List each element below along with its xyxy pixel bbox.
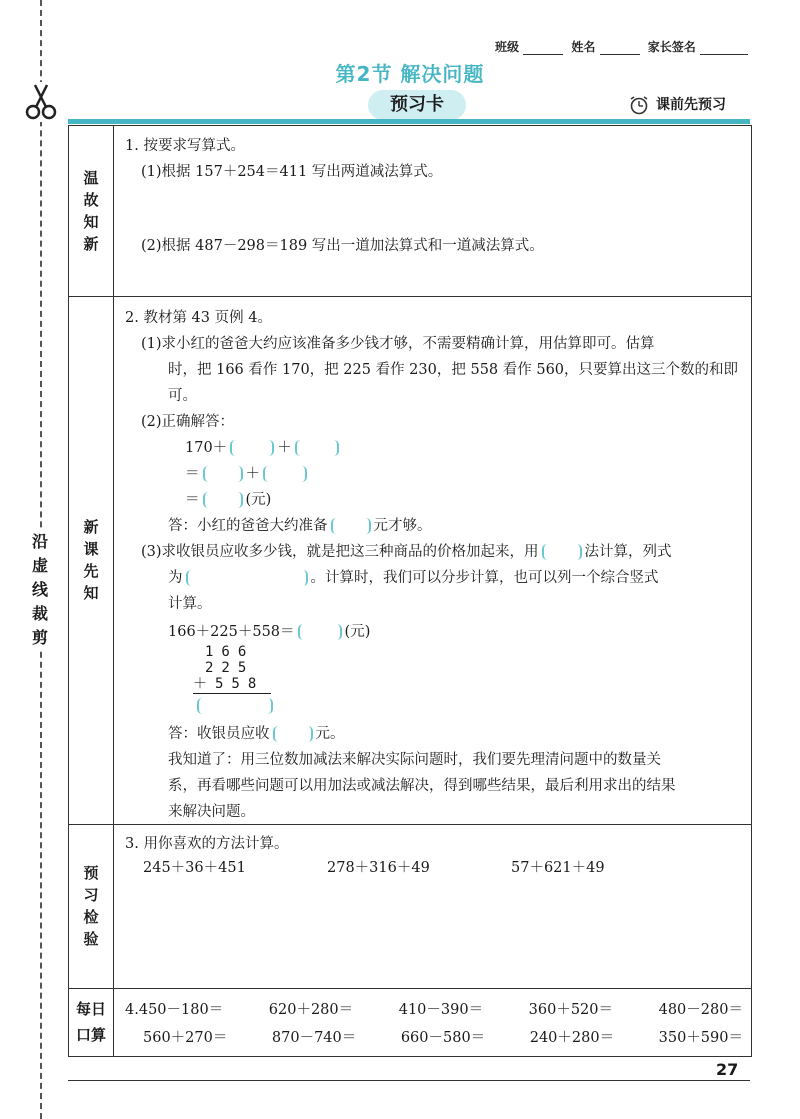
- oral-line-1: [125, 998, 743, 1019]
- summary-line-1: 我知道了：用三位数加减法来解决实际问题时，我们要先理清问题中的数量关: [168, 752, 661, 768]
- vertical-row-2: 225: [205, 660, 255, 676]
- review-label: 温故知新: [83, 169, 99, 253]
- page-number: 27: [716, 1060, 739, 1079]
- review-label-cell: [69, 126, 114, 296]
- scissors-icon: [22, 82, 60, 122]
- question-1-part-2: (2)根据 487－298＝189 写出一道加法算式和一道减法算式。: [141, 238, 544, 254]
- section-title: 第2节 解决问题: [335, 62, 485, 86]
- oral-item: 870－740＝: [271, 1030, 357, 1046]
- oral-item: 350＋590＝: [658, 1030, 743, 1046]
- equals-sign: ＝: [185, 492, 200, 508]
- oral-label: 口算: [75, 1026, 106, 1044]
- parent-signature-blank[interactable]: [700, 42, 748, 55]
- preview-tag-text: 课前先预习: [656, 97, 726, 113]
- new-lesson-label-cell: [69, 296, 114, 824]
- question-1-part-1: (1)根据 157＋254＝411 写出两道减法算式。: [141, 164, 443, 180]
- unit-yuan: (元): [245, 492, 272, 508]
- name-label: 姓名: [571, 40, 596, 54]
- preview-check-section: [69, 824, 751, 989]
- oral-item: 660－580＝: [400, 1030, 486, 1046]
- question-1: 1. 按要求写算式。: [125, 138, 245, 154]
- answer-blank[interactable]: [298, 624, 342, 640]
- question-4-number: 4.: [125, 1002, 139, 1018]
- daily-label: 每日: [75, 1000, 106, 1018]
- oral-item: 240＋280＝: [529, 1030, 615, 1046]
- eq4-start: 166＋225＋558＝: [168, 624, 295, 640]
- review-content: [113, 126, 751, 296]
- question-2: 2. 教材第 43 页例 4。: [125, 310, 272, 326]
- oral-item: 480－280＝: [658, 1002, 743, 1018]
- frame-accent-bar: [68, 119, 750, 124]
- new-lesson-label: 新课先知: [83, 518, 99, 602]
- answer-blank[interactable]: [203, 492, 243, 508]
- answer-blank[interactable]: [263, 466, 307, 482]
- student-info-header: [495, 38, 752, 55]
- problem-2: 278＋316＋49: [327, 860, 430, 876]
- vertical-row-1: 166: [205, 644, 255, 660]
- daily-oral-content: [113, 988, 751, 1056]
- daily-oral-label: [71, 996, 111, 1048]
- equals-sign: ＝: [185, 466, 200, 482]
- review-section: [69, 126, 751, 297]
- summary-line-2: 系，再看哪些问题可以用加法或减法解决，得到哪些结果，最后利用求出的结果: [168, 778, 676, 794]
- preview-tag: [626, 94, 726, 115]
- daily-oral-section: [69, 988, 751, 1056]
- question-3: 3. 用你喜欢的方法计算。: [125, 836, 289, 852]
- preview-check-label-cell: [69, 824, 114, 988]
- class-label: 班级: [495, 40, 520, 54]
- equation-line-2: [185, 462, 310, 483]
- page-footer-rule: [68, 1080, 750, 1081]
- preview-check-label: 预习检验: [83, 864, 99, 948]
- answer-text: 答：收银员应收: [168, 726, 270, 742]
- problem-1: 245＋36＋451: [143, 860, 246, 876]
- oral-prefix: [125, 998, 223, 1019]
- equation-line-4: [168, 620, 370, 641]
- preview-check-content: [113, 824, 751, 988]
- answer-blank[interactable]: [331, 518, 371, 534]
- parent-signature-label: 家长签名: [647, 40, 696, 54]
- preview-card: [68, 125, 752, 1057]
- summary-line-3: 来解决问题。: [168, 804, 255, 820]
- vertical-addition: [193, 644, 276, 714]
- answer-text: 答：小红的爸爸大约准备: [168, 518, 328, 534]
- new-lesson-section: [69, 296, 751, 825]
- plus-sign: ＋: [245, 466, 260, 482]
- q2-part1-line3: 可。: [168, 388, 197, 404]
- answer-blank[interactable]: [197, 698, 273, 714]
- card-title: 预习卡: [368, 90, 466, 120]
- plus-sign: ＋: [277, 440, 292, 456]
- name-blank[interactable]: [600, 42, 640, 55]
- equation-line-1: [185, 436, 342, 457]
- part3-text-end: 。计算时，我们可以分步计算，也可以列一个综合竖式: [310, 570, 659, 586]
- part3-text-end: 法计算，列式: [584, 544, 672, 560]
- problem-3: 57＋621＋49: [511, 860, 605, 876]
- oral-item: 450－180＝: [138, 1002, 224, 1018]
- answer-blank[interactable]: [273, 726, 313, 742]
- equation-line-3: [185, 488, 271, 509]
- oral-item: 410－390＝: [398, 1002, 484, 1018]
- class-blank[interactable]: [523, 42, 563, 55]
- part3-text: (3)求收银员应收多少钱，就是把这三种商品的价格加起来，用: [141, 544, 539, 560]
- daily-oral-label-cell: [69, 988, 114, 1056]
- q2-part3-line1: [141, 540, 672, 561]
- cut-instruction: 沿虚线裁剪: [28, 530, 52, 650]
- answer-blank[interactable]: [203, 466, 243, 482]
- new-lesson-content: [113, 296, 751, 824]
- answer-text-end: 元才够。: [373, 518, 432, 534]
- oral-line-2: [125, 1026, 743, 1047]
- answer-blank[interactable]: [295, 440, 339, 456]
- vertical-rule: [193, 693, 271, 694]
- q2-part3-line2: [168, 566, 659, 587]
- answer-blank[interactable]: [186, 570, 308, 586]
- alarm-clock-icon: [626, 95, 652, 115]
- answer-text-end: 元。: [315, 726, 345, 742]
- q2-part1-line2: 时，把 166 看作 170，把 225 看作 230，把 558 看作 560，只要算出这三个数的和即: [168, 362, 739, 378]
- q2-part3-line3: 计算。: [168, 596, 212, 612]
- part3-text: 为: [168, 570, 183, 586]
- answer-blank[interactable]: [542, 544, 582, 560]
- vertical-row-3: ＋558: [193, 676, 265, 692]
- oral-item: 560＋270＝: [143, 1030, 228, 1046]
- q2-part1-line1: (1)求小红的爸爸大约应该准备多少钱才够，不需要精确计算，用估算即可。估算: [141, 336, 655, 352]
- q2-part2: (2)正确解答：: [141, 414, 235, 430]
- oral-item: 360＋520＝: [528, 1002, 614, 1018]
- oral-item: 620＋280＝: [268, 1002, 354, 1018]
- answer-line-2: [168, 722, 345, 743]
- answer-blank[interactable]: [230, 440, 274, 456]
- unit-yuan: (元): [344, 624, 371, 640]
- answer-line-1: [168, 514, 432, 535]
- eq1-start: 170＋: [185, 440, 228, 456]
